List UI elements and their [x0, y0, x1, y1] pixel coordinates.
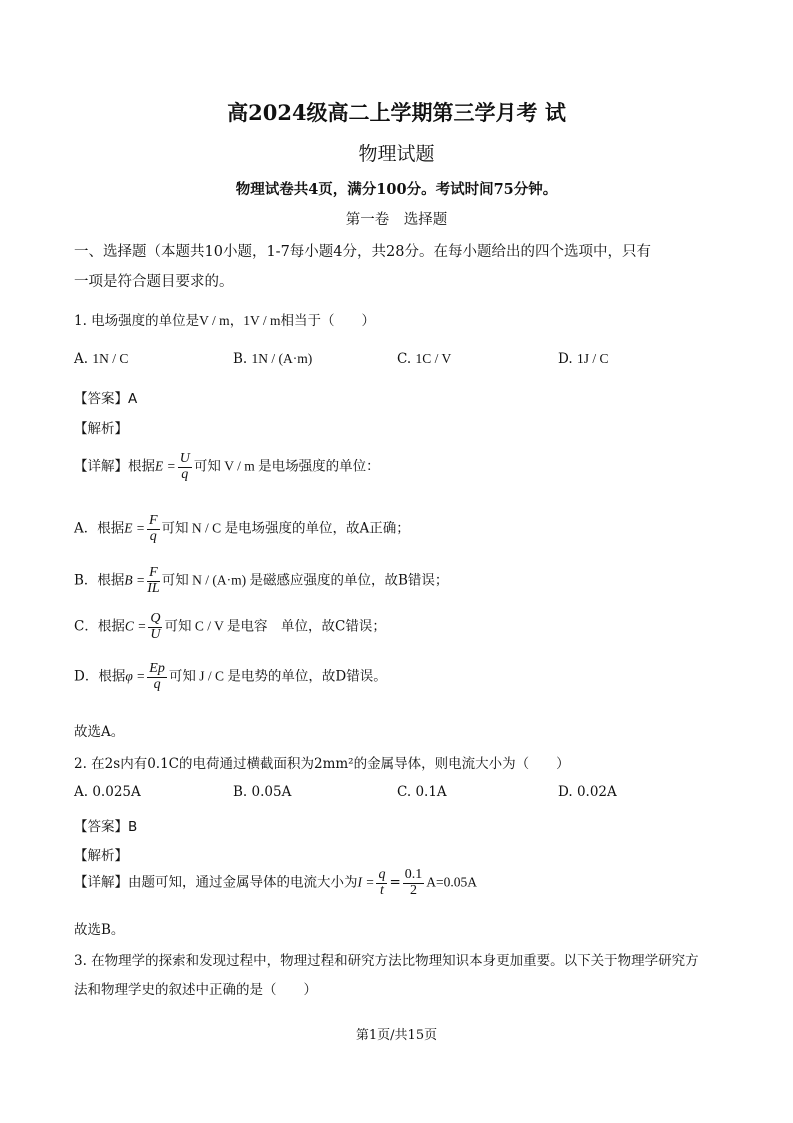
q2-option-a: A. 0.025A: [74, 784, 141, 800]
question-2-stem: 2. 在2s内有0.1C的电荷通过横截面积为2mm²的金属导体，则电流大小为（ ）: [74, 756, 570, 772]
q1-analysis-label: 【解析】: [74, 421, 128, 437]
q1-item-d: D．根据φ = $\frac{Ep}{q}$ 可知 J / C 是电势的单位，故D错误。: [74, 661, 387, 692]
subject-title: 物理试题: [358, 143, 435, 165]
q1-unit-1vm: 1V / m: [243, 313, 281, 328]
volume-heading: 第一卷 选择题: [345, 212, 448, 228]
q1-stem-c: 相当于（ ）: [280, 313, 375, 329]
section-instruction-line1: 一、选择题（本题共10小题，1-7每小题4分，共28分。在每小题给出的四个选项中，只有: [74, 244, 651, 260]
q1-answer: 【答案】A: [74, 391, 138, 407]
q1-option-c: C. 1C / V: [397, 351, 452, 367]
section-instruction-line2: 一项是符合题目要求的。: [74, 274, 234, 290]
q1-stem-b: ，: [229, 313, 244, 329]
q1-item-b: B．根据B = $\frac{F}{IL}$ 可知 N / (A·m) 是磁感应强度的单位，故B错误；: [74, 565, 449, 596]
q2-answer: 【答案】B: [74, 819, 138, 835]
q1-stem-a: 1. 电场强度的单位是: [74, 313, 200, 329]
question-1-stem: [74, 309, 375, 329]
q1-option-b: B. 1N / (A·m): [233, 351, 313, 367]
q2-option-c: C. 0.1A: [397, 784, 447, 800]
q2-conclusion: 故选B。: [74, 922, 125, 938]
question-3-line1: 3. 在物理学的探索和发现过程中，物理过程和研究方法比物理知识本身更加重要。以下关于物理学研究方: [74, 953, 699, 969]
exam-info: 物理试卷共4页，满分100分。考试时间75分钟。: [235, 181, 558, 198]
q1-item-c: C．根据C = $\frac{Q}{U}$ 可知 C / V 是电容 单位，故C错误；: [74, 611, 386, 642]
q1-item-a: A．根据E = $\frac{F}{q}$ 可知 N / C 是电场强度的单位，故A正确；: [74, 513, 410, 544]
q1-option-a: A. 1N / C: [74, 351, 129, 367]
q1-option-d: D. 1J / C: [558, 351, 609, 367]
q2-option-b: B. 0.05A: [233, 784, 292, 800]
exam-title: 高2024级高二上学期第三学月考 试: [227, 100, 566, 125]
q1-unit-vm: V / m: [199, 313, 230, 328]
question-3-line2: 法和物理学史的叙述中正确的是（ ）: [74, 982, 317, 998]
q2-option-d: D. 0.02A: [558, 784, 617, 800]
q1-detail: 【详解】根据E = $\frac{U}{q}$ 可知 V / m 是电场强度的单位：: [74, 451, 380, 482]
page-number: 第1页/共15页: [355, 1028, 438, 1043]
q1-conclusion: 故选A。: [74, 724, 125, 740]
q2-detail: 【详解】由题可知，通过金属导体的电流大小为I = $\frac{q}{t}$ = $\frac{0.1}{2}$ A=0.05A: [74, 867, 478, 898]
q2-analysis-label: 【解析】: [74, 848, 128, 864]
